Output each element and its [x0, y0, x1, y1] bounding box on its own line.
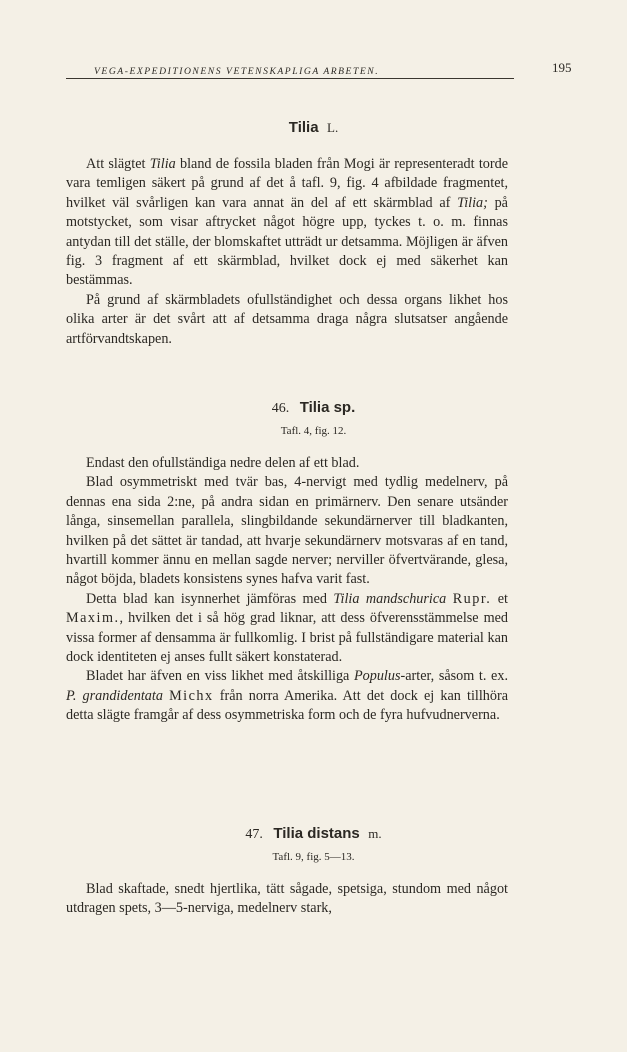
- running-title: VEGA-EXPEDITIONENS VETENSKAPLIGA ARBETEN.: [94, 66, 380, 77]
- section2-paragraph-3: Detta blad kan isynnerhet jämföras med Tilia mandschurica Rupr. et Maxim., hvilken det i så hög grad liknar, att dess öfverensstämmelse med vissa former af densamma är fullkomlig. I brist på fullständigare material kan dock identiteten ej anses fullt säkert konstaterad.: [66, 590, 508, 666]
- section-heading-47: [0, 825, 627, 843]
- section3-body: [66, 880, 508, 919]
- section2-body: [66, 454, 508, 726]
- entry-number: 46.: [271, 401, 290, 416]
- plate-reference-47: Tafl. 9, fig. 5—13.: [272, 851, 355, 863]
- page-number: 195: [552, 60, 572, 75]
- species-name: Tilia distans: [273, 825, 360, 842]
- section-heading-46: [0, 399, 627, 417]
- section1-body: [66, 155, 508, 349]
- section2-paragraph-2: Blad osymmetriskt med tvär bas, 4-nervigt med tydlig medelnerv, på dennas ena sida 2:ne, på andra sidan en primärnerv. Den senare utsänder långa, sinsemellan parallela, slingbildande sekundärnerver till bladkanten, hvilken på det sättet är tandad, att hvarje sekundärnerv motsvaras af en tand, hvartill kommer ännu en mellan sagde nerver; nerviller öfvertvärande, glesa, något böjda, bladets konsistens synes hafva varit fast.: [66, 474, 508, 588]
- running-header: [66, 60, 572, 79]
- genus-name: Tilia: [288, 119, 319, 136]
- species-name: Tilia sp.: [299, 399, 356, 416]
- entry-number: 47.: [245, 827, 263, 842]
- species-author: m.: [368, 826, 382, 841]
- section-heading-tilia: [0, 119, 627, 137]
- genus-author: L.: [327, 120, 339, 135]
- section3-paragraph-1: Blad skaftade, snedt hjertlika, tätt sågade, spetsiga, stundom med något utdragen spets, 3—5-nerviga, medelnerv stark,: [66, 881, 508, 917]
- section2-paragraph-1: Endast den ofullständiga nedre delen af ett blad.: [86, 455, 360, 471]
- section1-paragraph-2: På grund af skärmbladets ofullständighet och dessa organs likhet hos olika arter är det svårt att af detsamma draga några slutsatser angående artförvandtskapen.: [66, 291, 508, 347]
- section2-paragraph-4: Bladet har äfven en viss likhet med åtskilliga Populus-arter, såsom t. ex. P. grandidentata Michx från norra Amerika. Att det dock ej kan tillhöra detta slägte framgår af dess osymmetriska form och de fyra hufvudnerverna.: [66, 668, 508, 724]
- plate-reference-46: Tafl. 4, fig. 12.: [280, 425, 347, 437]
- section1-paragraph-1: Att slägtet Tilia bland de fossila bladen från Mogi är representeradt torde vara temligen säkert på grund af det å tafl. 9, fig. 4 afbildade fragmentet, hvilket väl svårligen kan vara annat än del af ett skärmblad af Tilia; på motstycket, som visar aftrycket något högre upp, tyckes t. o. m. finnas antydan till det ställe, der blomskaftet utträdt ur detsamma. Möjligen är äfven fig. 3 fragment af ett skärmblad, hvilket dock ej med säkerhet kan bestämmas.: [66, 156, 508, 289]
